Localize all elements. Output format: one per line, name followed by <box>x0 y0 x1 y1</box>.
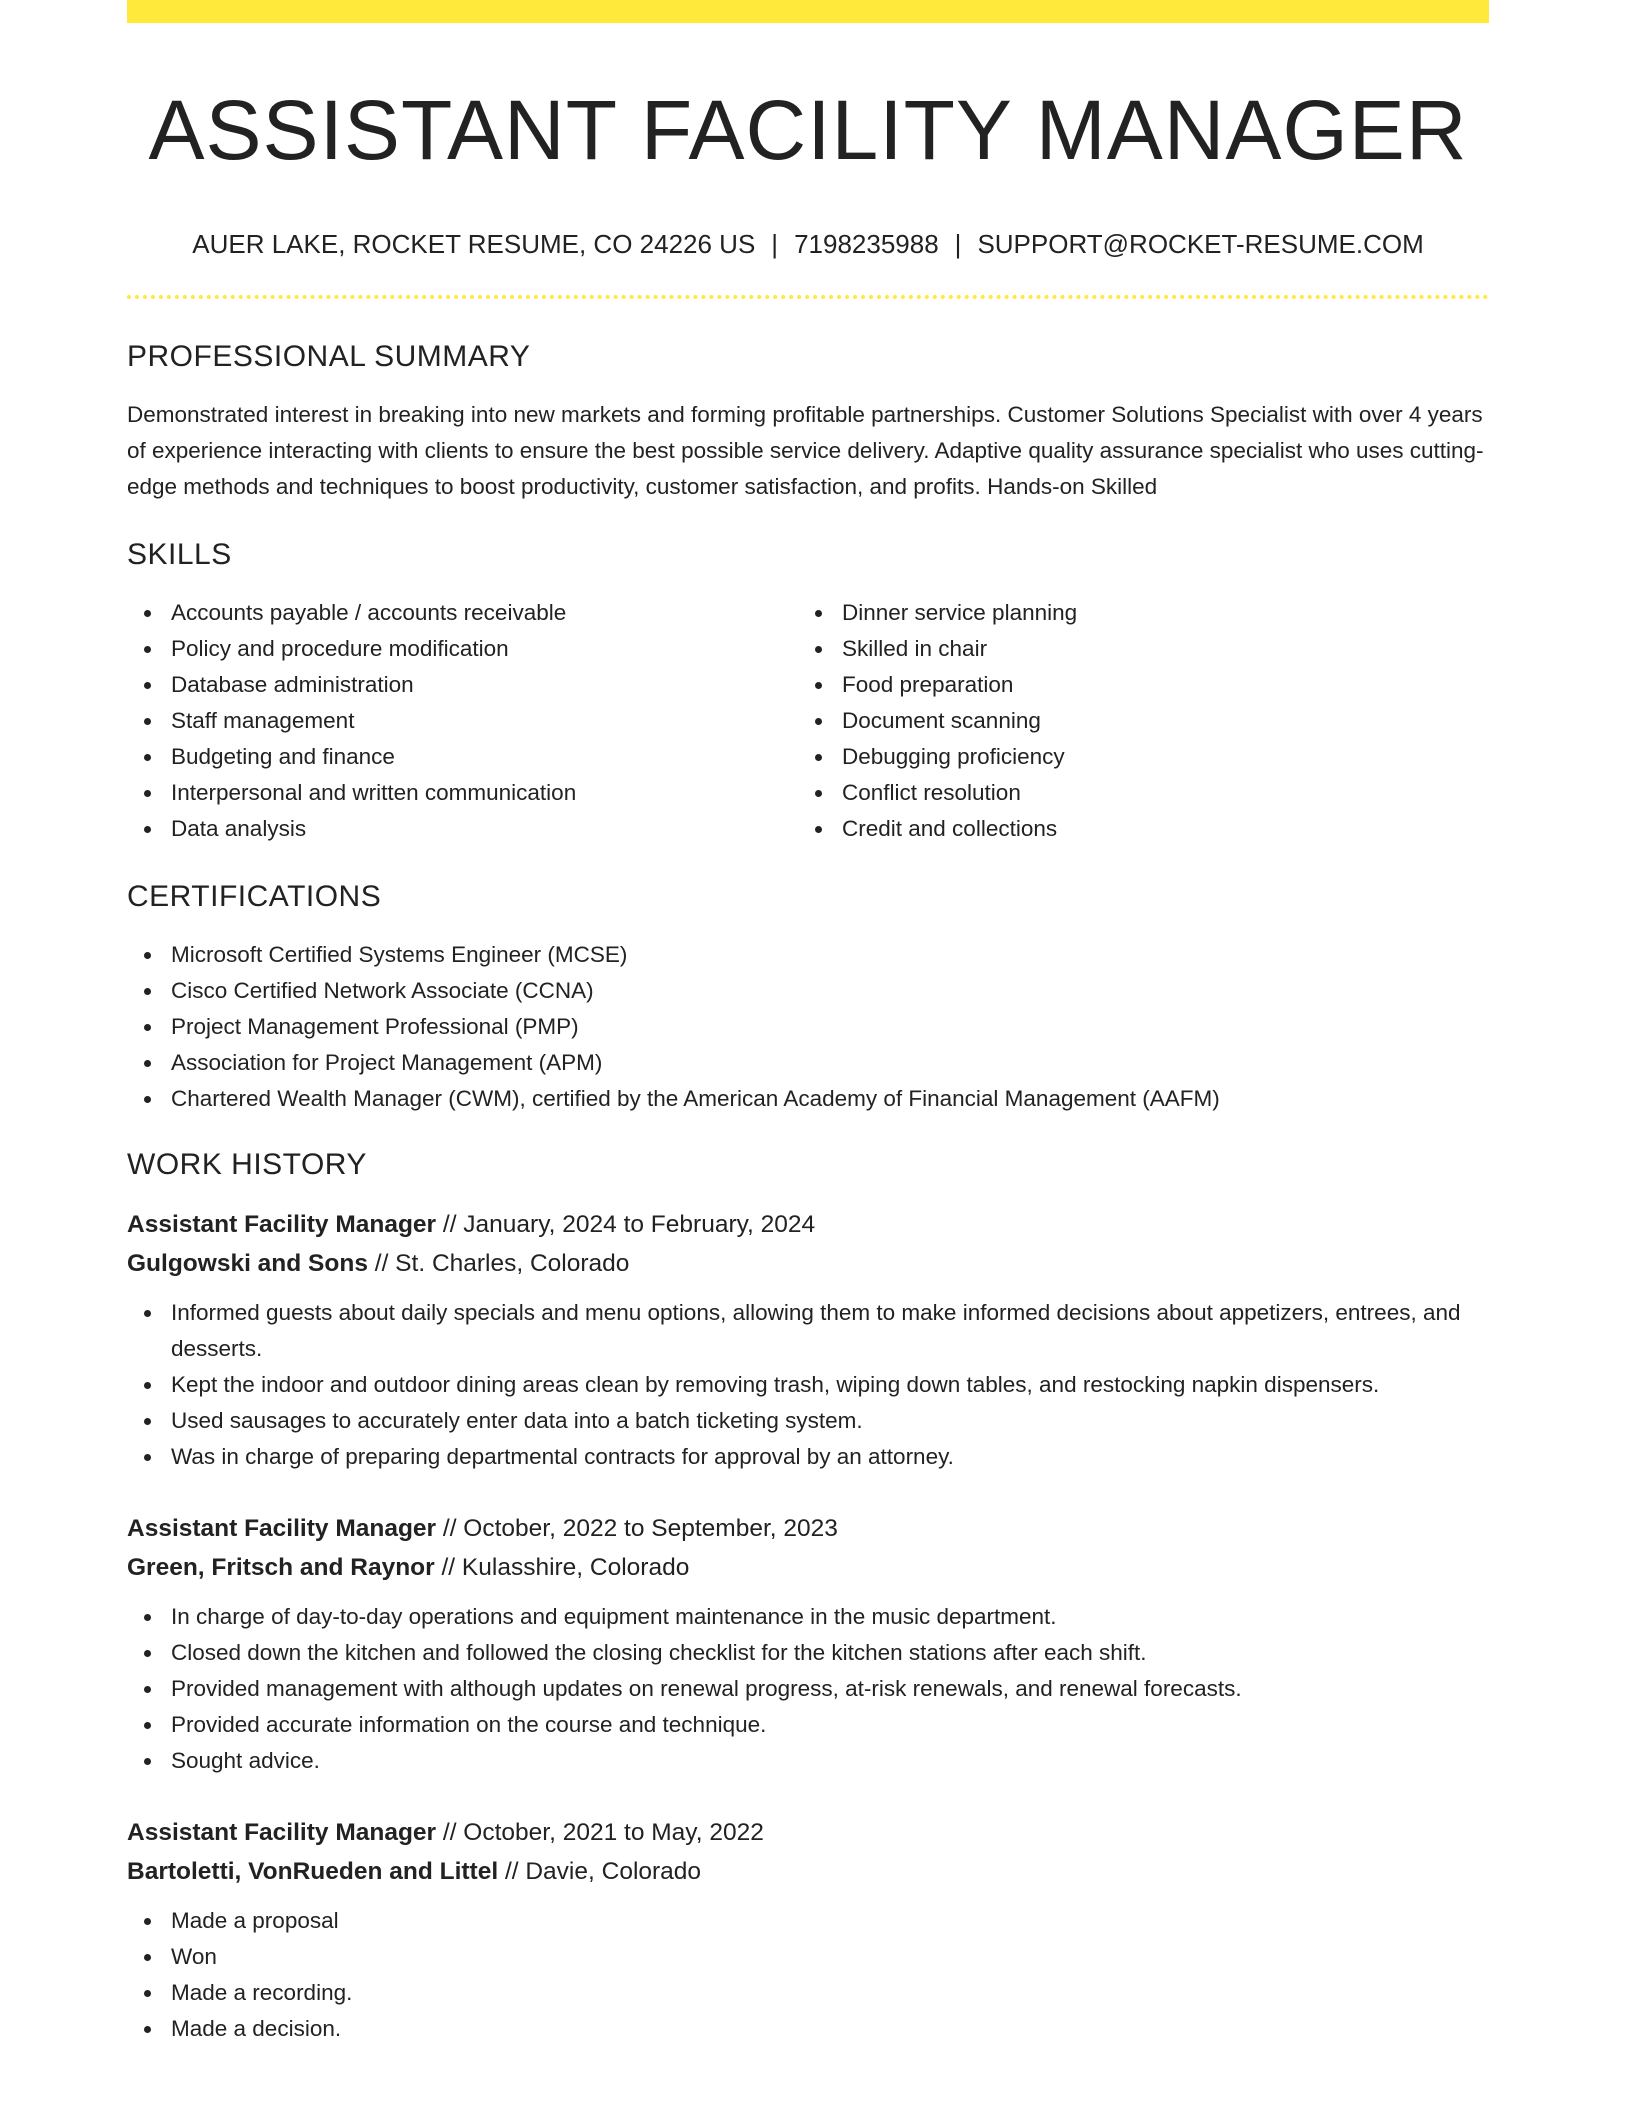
job-company-line <box>127 1852 1489 1891</box>
job-duties <box>127 1599 1489 1779</box>
job-duties <box>127 1903 1489 2047</box>
contact-line <box>127 228 1489 260</box>
section-title-certifications: CERTIFICATIONS <box>127 880 382 913</box>
section-title-summary: PROFESSIONAL SUMMARY <box>127 340 531 373</box>
job-location: // St. Charles, Colorado <box>367 1250 630 1277</box>
certification-item: Project Management Professional (PMP) <box>171 1009 1489 1045</box>
job-role: Assistant Facility Manager <box>127 1211 437 1238</box>
certification-item: Microsoft Certified Systems Engineer (MCSE) <box>171 937 1489 973</box>
job-location: // Davie, Colorado <box>498 1858 702 1885</box>
skill-item: Staff management <box>171 703 798 739</box>
job-company-line <box>127 1548 1489 1587</box>
job-duty: Was in charge of preparing departmental contracts for approval by an attorney. <box>171 1439 1489 1475</box>
job-role-line <box>127 1205 1489 1244</box>
job-entry <box>127 1205 1489 1475</box>
job-duty: Sought advice. <box>171 1743 1489 1779</box>
skill-item: Skilled in chair <box>842 631 1469 667</box>
section-title-skills: SKILLS <box>127 538 232 571</box>
job-duty: Provided accurate information on the course and technique. <box>171 1707 1489 1743</box>
job-dates: // October, 2022 to September, 2023 <box>436 1515 838 1542</box>
summary-text: Demonstrated interest in breaking into new markets and forming profitable partnerships. Customer Solutions Specialist with over 4 years of experience interacting with clients to ensure the best possible service delivery. Adaptive quality assurance specialist who uses cutting-edge methods and techniques to boost productivity, customer satisfaction, and profits. Hands-on Skilled <box>127 402 1484 499</box>
skill-item: Accounts payable / accounts receivable <box>171 595 798 631</box>
job-duty: Made a recording. <box>171 1975 1489 2011</box>
job-dates: // January, 2024 to February, 2024 <box>436 1211 816 1238</box>
job-duty: Closed down the kitchen and followed the closing checklist for the kitchen stations after each shift. <box>171 1635 1489 1671</box>
skill-item: Debugging proficiency <box>842 739 1469 775</box>
skill-item: Database administration <box>171 667 798 703</box>
job-company: Green, Fritsch and Raynor <box>127 1554 435 1581</box>
job-company: Gulgowski and Sons <box>127 1250 368 1277</box>
contact-separator: | <box>954 229 962 259</box>
job-duty: Kept the indoor and outdoor dining areas clean by removing trash, wiping down tables, and restocking napkin dispensers. <box>171 1367 1489 1403</box>
job-duties <box>127 1295 1489 1475</box>
skill-item: Conflict resolution <box>842 775 1469 811</box>
candidate-title: ASSISTANT FACILITY MANAGER <box>148 83 1468 177</box>
job-entry <box>127 1509 1489 1779</box>
job-duty: Made a proposal <box>171 1903 1489 1939</box>
job-duty: Made a decision. <box>171 2011 1489 2047</box>
skills-columns <box>127 595 1489 847</box>
dotted-divider <box>127 295 1489 299</box>
skill-item: Budgeting and finance <box>171 739 798 775</box>
skill-item: Dinner service planning <box>842 595 1469 631</box>
job-duty: Used sausages to accurately enter data into a batch ticketing system. <box>171 1403 1489 1439</box>
contact-separator: | <box>771 229 779 259</box>
skill-item: Document scanning <box>842 703 1469 739</box>
skill-item: Interpersonal and written communication <box>171 775 798 811</box>
job-dates: // October, 2021 to May, 2022 <box>436 1819 764 1846</box>
job-duty: Informed guests about daily specials and menu options, allowing them to make informed decisions about appetizers, entrees, and desserts. <box>171 1295 1489 1367</box>
job-company-line <box>127 1244 1489 1283</box>
skill-item: Food preparation <box>842 667 1469 703</box>
job-role: Assistant Facility Manager <box>127 1819 437 1846</box>
job-duty: In charge of day-to-day operations and equipment maintenance in the music department. <box>171 1599 1489 1635</box>
job-company: Bartoletti, VonRueden and Littel <box>127 1858 499 1885</box>
contact-email: SUPPORT@ROCKET-RESUME.COM <box>977 229 1424 259</box>
skills-list-right <box>798 595 1469 847</box>
job-role-line <box>127 1813 1489 1852</box>
contact-phone: 7198235988 <box>794 229 939 259</box>
certification-item: Cisco Certified Network Associate (CCNA) <box>171 973 1489 1009</box>
contact-address: AUER LAKE, ROCKET RESUME, CO 24226 US <box>192 229 756 259</box>
resume-content <box>127 0 1489 2047</box>
certifications-list <box>127 937 1489 1117</box>
skill-item: Policy and procedure modification <box>171 631 798 667</box>
certification-item: Association for Project Management (APM) <box>171 1045 1489 1081</box>
skill-item: Data analysis <box>171 811 798 847</box>
certification-item: Chartered Wealth Manager (CWM), certified by the American Academy of Financial Management (AAFM) <box>171 1081 1489 1117</box>
section-title-work-history: WORK HISTORY <box>127 1148 367 1181</box>
job-entry <box>127 1813 1489 2047</box>
job-role-line <box>127 1509 1489 1548</box>
job-role: Assistant Facility Manager <box>127 1515 437 1542</box>
job-duty: Won <box>171 1939 1489 1975</box>
skill-item: Credit and collections <box>842 811 1469 847</box>
job-duty: Provided management with although updates on renewal progress, at-risk renewals, and renewal forecasts. <box>171 1671 1489 1707</box>
job-location: // Kulasshire, Colorado <box>434 1554 690 1581</box>
skills-list-left <box>127 595 798 847</box>
